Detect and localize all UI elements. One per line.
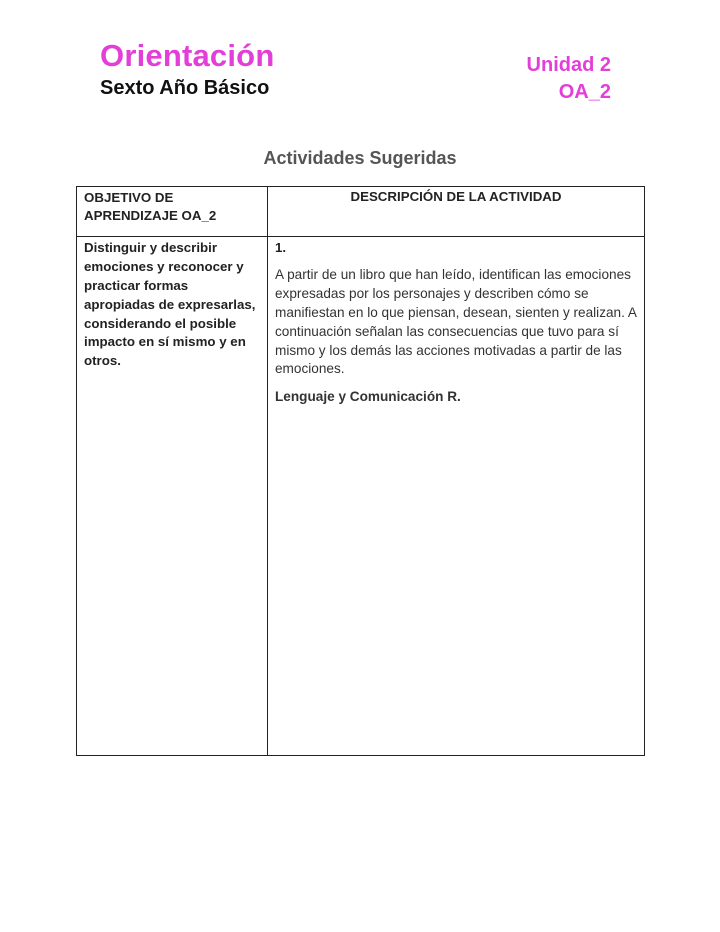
objective-column-header: OBJETIVO DE APRENDIZAJE OA_2 (77, 187, 268, 237)
grade-subtitle: Sexto Año Básico (100, 76, 270, 99)
subject-title: Orientación (100, 38, 275, 73)
unit-label: Unidad 2 (526, 54, 611, 76)
header-right (527, 52, 611, 105)
table-row (77, 237, 645, 756)
activity-text: A partir de un libro que han leído, identifican las emociones expresadas por los personajes y describen cómo se manifiestan en lo que piensan, desean, sienten y realizan. A continuación señalan las consecuencias que tuvo para sí mismo y los demás las acciones motivadas a partir de las emociones. (275, 267, 637, 377)
section-title: Actividades Sugeridas (263, 148, 457, 168)
activity-subject-reference: Lenguaje y Comunicación R. (275, 389, 461, 405)
activities-table (76, 186, 645, 756)
table-header-row (77, 187, 645, 237)
objective-cell: Distinguir y describir emociones y reconocer y practicar formas apropiadas de expresarlas, considerando el posible impacto en sí mismo y en otros. (77, 237, 268, 756)
oa-label: OA_2 (558, 80, 611, 103)
description-cell (268, 237, 645, 756)
header-left (100, 40, 274, 101)
description-column-header: DESCRIPCIÓN DE LA ACTIVIDAD (268, 187, 645, 237)
activity-number: 1. (275, 240, 287, 255)
